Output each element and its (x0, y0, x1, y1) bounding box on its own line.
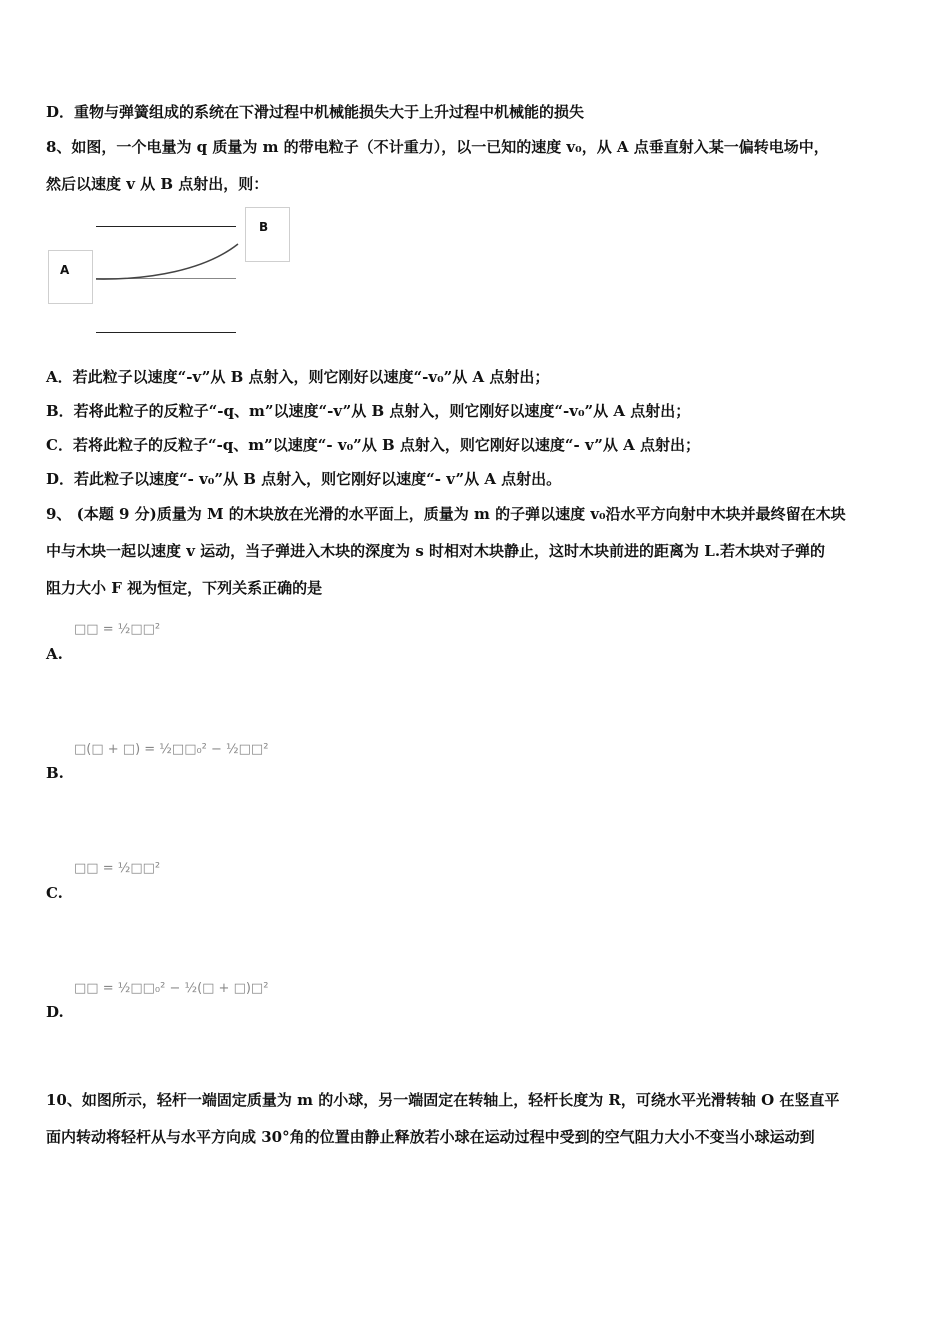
q8-figure (0, 200, 320, 350)
q9-option-d-formula: □□ = ½□□₀² − ½(□ + □)□² (74, 981, 269, 996)
q9-option-c-formula: □□ = ½□□² (74, 861, 161, 876)
q9-option-d-label: D. (46, 1003, 64, 1021)
point-a-label: A (60, 263, 70, 277)
point-b-label: B (259, 220, 269, 234)
q8-stem-line2: 然后以速度 v 从 B 点射出，则： (46, 175, 269, 193)
q9-stem-line2: 中与木块一起以速度 v 运动，当子弹进入木块的深度为 s 时相对木块静止，这时木块前进的距离为 L.若木块对子弹的 (46, 542, 826, 560)
q9-option-b-formula: □(□ + □) = ½□□₀² − ½□□² (74, 742, 269, 757)
q9-stem-line3: 阻力大小 F 视为恒定，下列关系正确的是 (46, 579, 323, 597)
q8-option-d: D．若此粒子以速度“- v₀”从 B 点射入，则它刚好以速度“- v”从 A 点射出。 (46, 470, 562, 488)
q8-option-c: C．若将此粒子的反粒子“-q、m”以速度“- v₀”从 B 点射入，则它刚好以速度“- v”从 A 点射出； (46, 436, 700, 454)
q9-stem-line1: 9、 (本题 9 分)质量为 M 的木块放在光滑的水平面上，质量为 m 的子弹以速度 v₀沿水平方向射中木块并最终留在木块 (46, 505, 846, 523)
point-b-box (245, 207, 290, 262)
q8-option-a: A．若此粒子以速度“-v”从 B 点射入，则它刚好以速度“-v₀”从 A 点射出； (46, 368, 550, 386)
q10-stem-line1: 10、如图所示，轻杆一端固定质量为 m 的小球，另一端固定在转轴上，轻杆长度为 R，可绕水平光滑转轴 O 在竖直平 (46, 1091, 840, 1109)
q9-option-a-formula: □□ = ½□□² (74, 622, 161, 637)
q10-stem-line2: 面内转动将轻杆从与水平方向成 30°角的位置由静止释放若小球在运动过程中受到的空气阻力大小不变当小球运动到 (46, 1128, 815, 1146)
q8-option-b: B．若将此粒子的反粒子“-q、m”以速度“-v”从 B 点射入，则它刚好以速度“-v₀”从 A 点射出； (46, 402, 691, 420)
q9-option-b-label: B. (46, 764, 64, 782)
q9-option-a-label: A. (46, 645, 63, 663)
point-a-box (48, 250, 93, 304)
q7-option-d: D．重物与弹簧组成的系统在下滑过程中机械能损失大于上升过程中机械能的损失 (46, 103, 585, 121)
q8-stem-line1: 8、如图，一个电量为 q 质量为 m 的带电粒子（不计重力），以一已知的速度 v₀，从 A 点垂直射入某一偏转电场中， (46, 138, 829, 156)
q9-option-c-label: C. (46, 884, 63, 902)
